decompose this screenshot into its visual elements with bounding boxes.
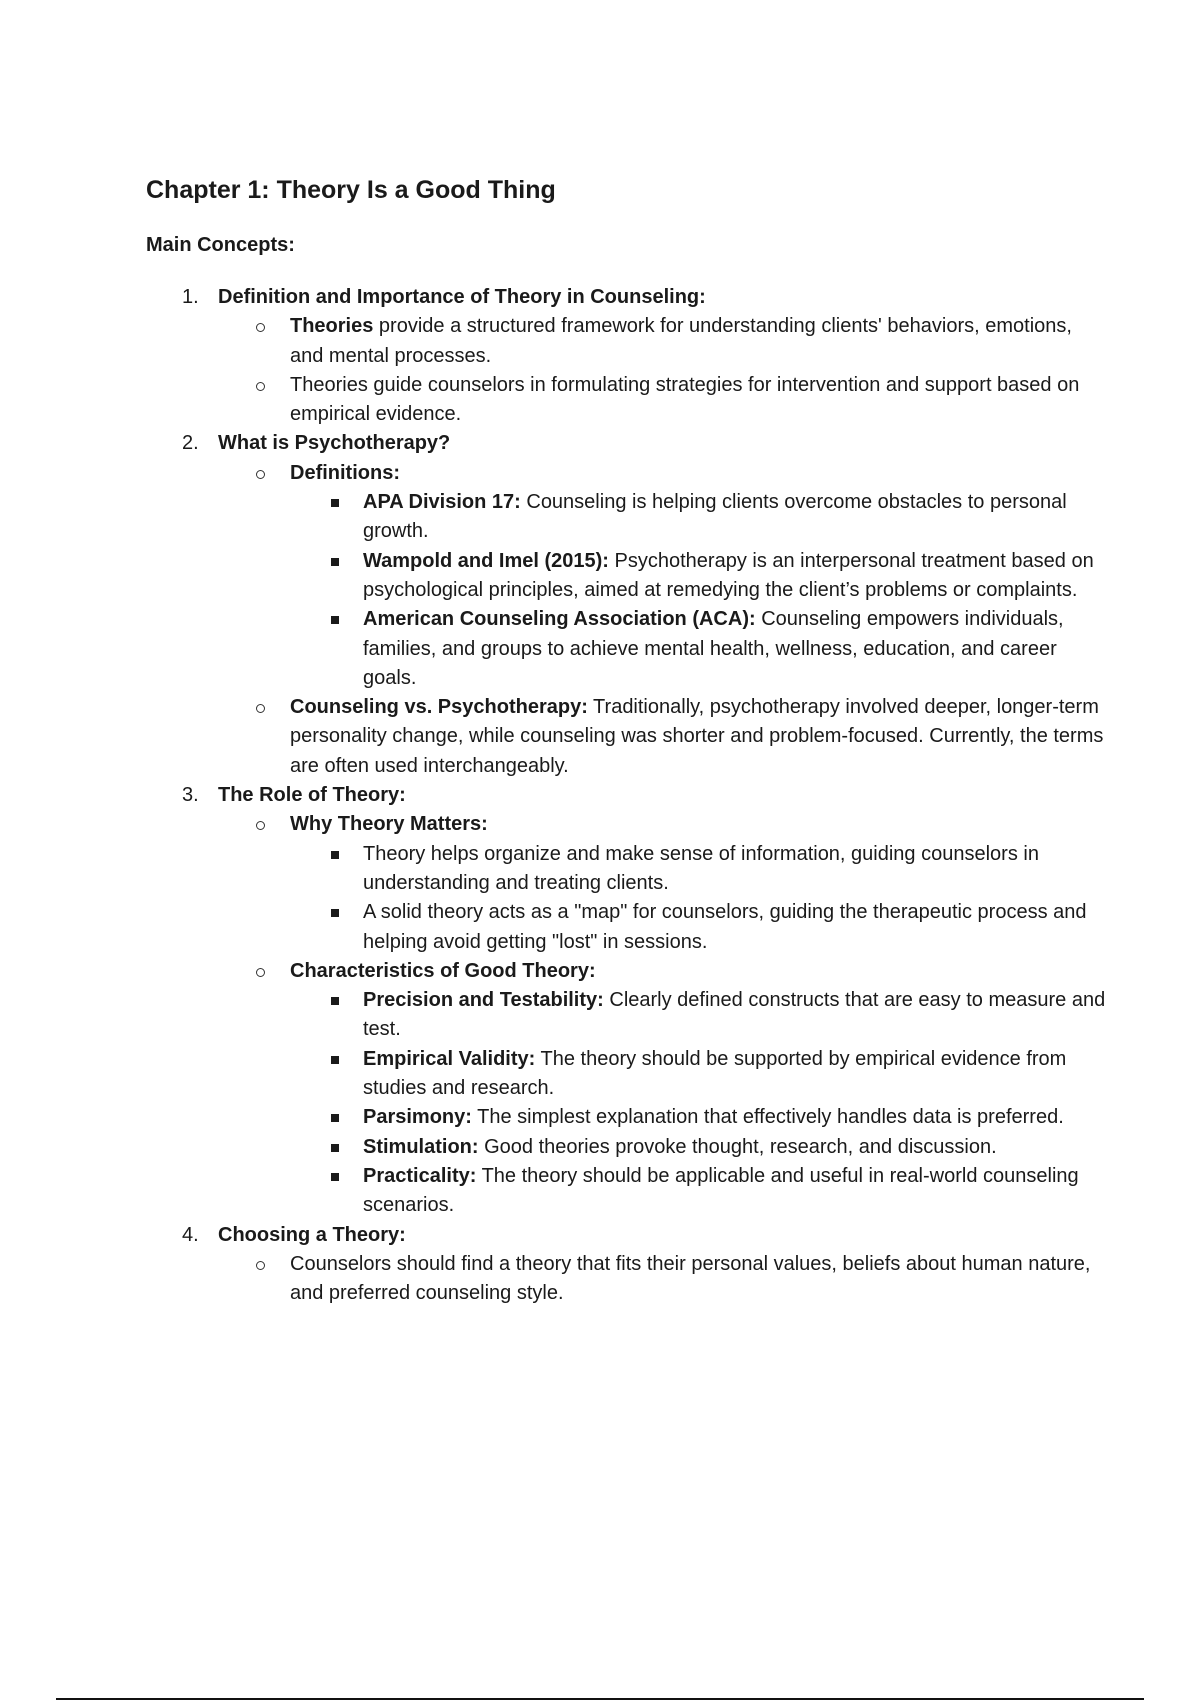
list-item: Parsimony: The simplest explanation that effectively handles data is preferred. bbox=[146, 1103, 1106, 1132]
section-1-heading: 1. Definition and Importance of Theory in Counseling: bbox=[146, 283, 1106, 312]
list-item: Practicality: The theory should be applicable and useful in real-world counseling scenarios. bbox=[146, 1162, 1106, 1221]
hollow-bullet-icon bbox=[256, 968, 265, 977]
list-item: Definitions: APA Division 17: Counseling is helping clients overcome obstacles to personal growth. Wampold and Imel (2015): Psychotherapy is an interpersonal treatment based on psychological principles, aimed at remedying the client’s problems or complaints. American Counseling Association (ACA): Counseling empowers individuals, families, and groups to achieve mental health, wellness, education, and career goals. bbox=[146, 459, 1106, 693]
square-bullet-icon bbox=[331, 1173, 339, 1181]
section-1-bullets bbox=[146, 312, 1106, 429]
section-2 bbox=[146, 429, 1106, 781]
hollow-bullet-icon bbox=[256, 323, 265, 332]
list-item: American Counseling Association (ACA): Counseling empowers individuals, families, and groups to achieve mental health, wellness, education, and career goals. bbox=[146, 605, 1106, 693]
section-4-heading: 4. Choosing a Theory: bbox=[146, 1221, 1106, 1250]
list-item: Theories provide a structured framework for understanding clients' behaviors, emotions, and mental processes. bbox=[146, 312, 1106, 371]
list-item: Empirical Validity: The theory should be supported by empirical evidence from studies and research. bbox=[146, 1045, 1106, 1104]
definitions-list bbox=[146, 488, 1106, 693]
list-item: Why Theory Matters: Theory helps organize and make sense of information, guiding counselors in understanding and treating clients. A solid theory acts as a "map" for counselors, guiding the therapeutic process and helping avoid getting "lost" in sessions. bbox=[146, 810, 1106, 956]
main-concepts-list bbox=[146, 283, 1106, 1308]
list-item: Wampold and Imel (2015): Psychotherapy is an interpersonal treatment based on psychological principles, aimed at remedying the client’s problems or complaints. bbox=[146, 547, 1106, 606]
why-theory-list bbox=[146, 840, 1106, 957]
square-bullet-icon bbox=[331, 851, 339, 859]
section-1-number: 1. bbox=[182, 286, 199, 308]
square-bullet-icon bbox=[331, 499, 339, 507]
section-4-bullets bbox=[146, 1250, 1106, 1309]
characteristics-list bbox=[146, 986, 1106, 1220]
list-item: A solid theory acts as a "map" for counselors, guiding the therapeutic process and helping avoid getting "lost" in sessions. bbox=[146, 898, 1106, 957]
hollow-bullet-icon bbox=[256, 382, 265, 391]
list-item: Theory helps organize and make sense of information, guiding counselors in understanding and treating clients. bbox=[146, 840, 1106, 899]
square-bullet-icon bbox=[331, 558, 339, 566]
section-subheading: Main Concepts: bbox=[146, 234, 295, 256]
square-bullet-icon bbox=[331, 1144, 339, 1152]
list-item: Counseling vs. Psychotherapy: Traditionally, psychotherapy involved deeper, longer-term personality change, while counseling was shorter and problem-focused. Currently, the terms are often used interchangeably. bbox=[146, 693, 1106, 781]
section-3-heading: 3. The Role of Theory: bbox=[146, 781, 1106, 810]
section-4 bbox=[146, 1221, 1106, 1309]
square-bullet-icon bbox=[331, 616, 339, 624]
list-item: Characteristics of Good Theory: Precision and Testability: Clearly defined constructs that are easy to measure and test. Empirical Validity: The theory should be supported by empirical evidence from studies and research. Parsimony: The simplest explanation that effectively handles data is preferred. Stimulation: Good theories provoke thought, research, and discussion. Practicality: The theory should be applicable and useful in real-world counseling scenarios. bbox=[146, 957, 1106, 1221]
square-bullet-icon bbox=[331, 1056, 339, 1064]
list-item: Theories guide counselors in formulating strategies for intervention and support based on empirical evidence. bbox=[146, 371, 1106, 430]
square-bullet-icon bbox=[331, 1114, 339, 1122]
section-4-number: 4. bbox=[182, 1223, 199, 1246]
hollow-bullet-icon bbox=[256, 470, 265, 479]
section-2-heading: 2. What is Psychotherapy? bbox=[146, 429, 1106, 458]
section-1 bbox=[146, 283, 1106, 429]
section-2-number: 2. bbox=[182, 432, 199, 455]
square-bullet-icon bbox=[331, 909, 339, 917]
hollow-bullet-icon bbox=[256, 821, 265, 830]
section-3-bullets bbox=[146, 810, 1106, 1220]
list-item: Counselors should find a theory that fits their personal values, beliefs about human nature, and preferred counseling style. bbox=[146, 1250, 1106, 1309]
list-item: APA Division 17: Counseling is helping clients overcome obstacles to personal growth. bbox=[146, 488, 1106, 547]
section-3-number: 3. bbox=[182, 784, 199, 807]
hollow-bullet-icon bbox=[256, 704, 265, 713]
list-item: Precision and Testability: Clearly defined constructs that are easy to measure and test. bbox=[146, 986, 1106, 1045]
section-2-bullets bbox=[146, 459, 1106, 781]
hollow-bullet-icon bbox=[256, 1261, 265, 1270]
page-title: Chapter 1: Theory Is a Good Thing bbox=[146, 176, 556, 204]
square-bullet-icon bbox=[331, 997, 339, 1005]
list-item: Stimulation: Good theories provoke thought, research, and discussion. bbox=[146, 1133, 1106, 1162]
section-3 bbox=[146, 781, 1106, 1220]
